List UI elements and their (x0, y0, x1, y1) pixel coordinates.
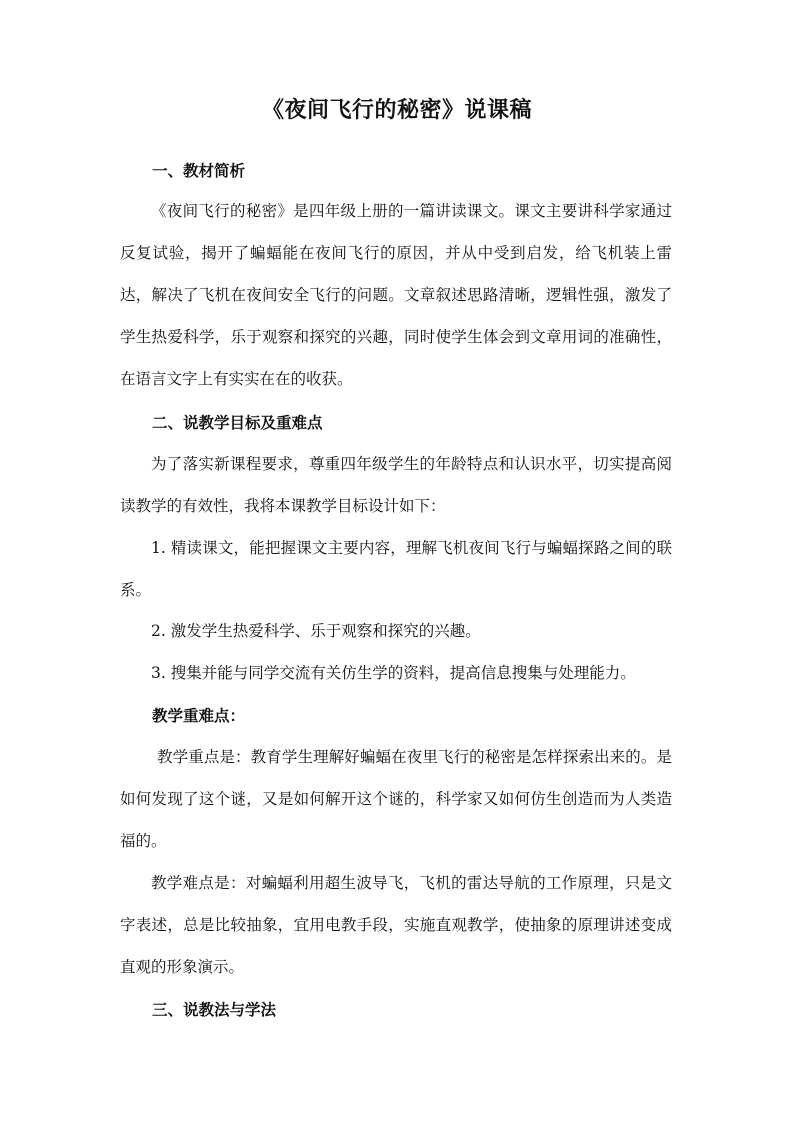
section-2-intro: 为了落实新课程要求，尊重四年级学生的年龄特点和认识水平，切实提高阅读教学的有效性，我将本课教学目标设计如下： (120, 455, 672, 515)
section-heading-2: 二、说教学目标及重难点 (152, 413, 323, 432)
goal-item-3: 3. 搜集并能与同学交流有关仿生学的资料，提高信息搜集与处理能力。 (151, 664, 636, 682)
key-difficult-subheading: 教学重难点： (152, 706, 246, 725)
goal-item-2: 2. 激发学生热爱科学、乐于观察和探究的兴趣。 (151, 622, 481, 640)
document-title: 《夜间飞行的秘密》说课稿 (261, 97, 532, 123)
section-heading-3: 三、说教法与学法 (152, 1000, 277, 1019)
difficult-point-paragraph: 教学难点是：对蝙蝠利用超生波导飞，飞机的雷达导航的工作原理，只是文字表述，总是比较抽象，宜用电教手段，实施直观教学，使抽象的原理讲述变成直观的形象演示。 (120, 874, 672, 976)
key-point-paragraph: 教学重点是：教育学生理解好蝙蝠在夜里飞行的秘密是怎样探索出来的。是如何发现了这个谜，又是如何解开这个谜的，科学家又如何仿生创造而为人类造福的。 (120, 748, 672, 850)
goal-item-1: 1. 精读课文，能把握课文主要内容，理解飞机夜间飞行与蝙蝠探路之间的联系。 (120, 539, 672, 599)
section-heading-1: 一、教材简析 (152, 161, 246, 180)
section-1-paragraph: 《夜间飞行的秘密》是四年级上册的一篇讲读课文。课文主要讲科学家通过反复试验，揭开了蝙蝠能在夜间飞行的原因，并从中受到启发，给飞机装上雷达，解决了飞机在夜间安全飞行的问题。文章叙述思路清晰，逻辑性强，激发了学生热爱科学，乐于观察和探究的兴趣，同时使学生体会到文章用词的准确性，在语言文字上有实实在在的收获。 (120, 202, 672, 388)
